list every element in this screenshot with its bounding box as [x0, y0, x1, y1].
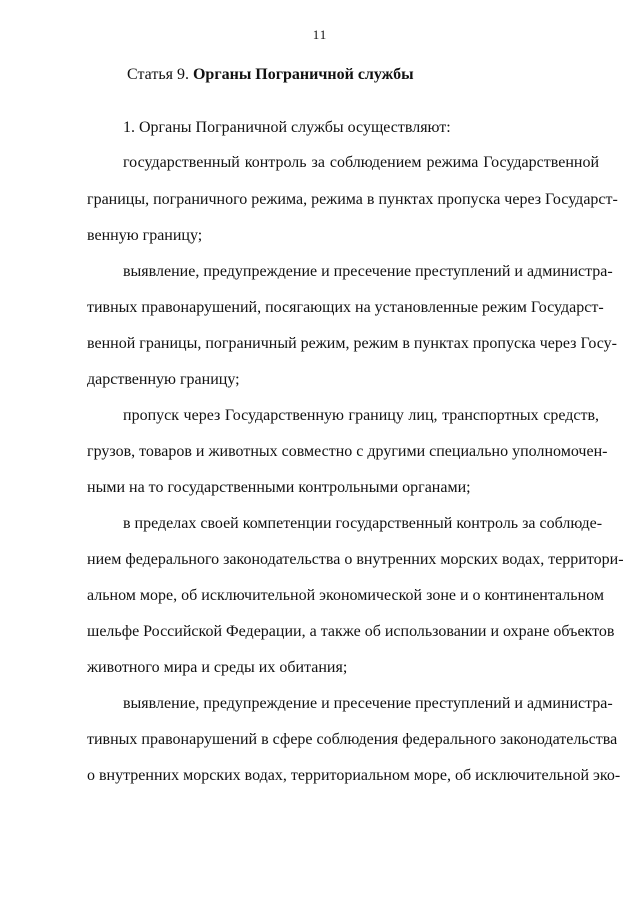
item-4-line-5: животного мира и среды их обитания;	[87, 659, 348, 676]
article-heading	[127, 66, 414, 84]
article-title: Органы Пограничной службы	[192, 66, 414, 83]
item-3-line-1: пропуск через Государственную границу лиц, транспортных средств,	[123, 407, 599, 424]
item-4-line-4: шельфе Российской Федерации, а также об использовании и охране объектов	[87, 623, 615, 640]
item-2-line-3: венной границы, пограничный режим, режим в пунктах пропуска через Госу-	[87, 335, 617, 352]
item-4-line-3: альном море, об исключительной экономической зоне и о континентальном	[87, 587, 604, 604]
item-3-line-2: грузов, товаров и животных совместно с другими специально уполномочен-	[87, 443, 608, 460]
item-1-line-2: границы, пограничного режима, режима в пунктах пропуска через Государст-	[87, 191, 618, 208]
item-1-line-1: государственный контроль за соблюдением режима Государственной	[123, 154, 599, 171]
item-5-line-1: выявление, предупреждение и пресечение преступлений и администра-	[123, 695, 613, 712]
item-5-line-2: тивных правонарушений в сфере соблюдения федерального законодательства	[87, 731, 618, 748]
item-2-line-2: тивных правонарушений, посягающих на установленные режим Государст-	[87, 299, 604, 316]
item-4-line-1: в пределах своей компетенции государственный контроль за соблюде-	[123, 515, 603, 532]
paragraph-intro: 1. Органы Пограничной службы осуществляют:	[123, 119, 451, 136]
item-5-line-3: о внутренних морских водах, территориальном море, об исключительной эко-	[87, 767, 621, 784]
page-number: 11	[312, 27, 328, 42]
item-3-line-3: ными на то государственными контрольными органами;	[87, 479, 471, 496]
item-4-line-2: нием федерального законодательства о внутренних морских водах, территори-	[87, 551, 624, 568]
item-2-line-1: выявление, предупреждение и пресечение преступлений и администра-	[123, 263, 613, 280]
item-2-line-4: дарственную границу;	[87, 371, 240, 388]
article-label: Статья 9.	[127, 66, 189, 83]
item-1-line-3: венную границу;	[87, 227, 203, 244]
